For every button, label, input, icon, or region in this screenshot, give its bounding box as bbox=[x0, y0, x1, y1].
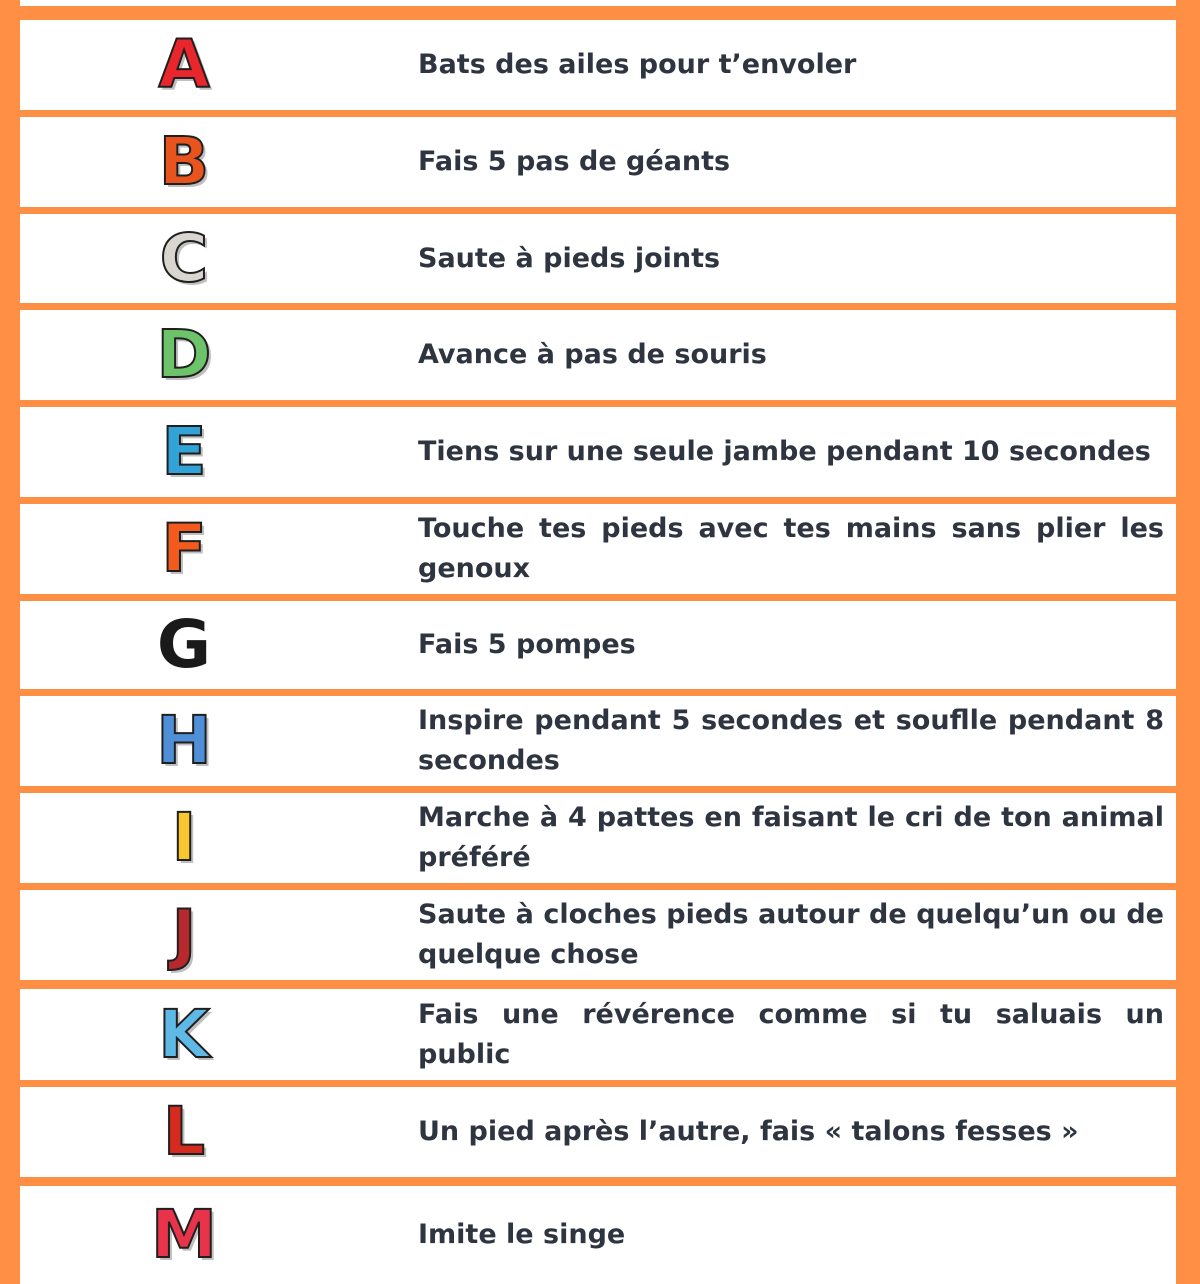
alphabet-row-m bbox=[20, 1186, 1176, 1284]
task-text-e: Tiens sur une seule jambe pendant 10 secondes bbox=[418, 436, 1151, 467]
task-text-k: Fais une révérence comme si tu saluais un public bbox=[418, 998, 1164, 1070]
decorative-letter-e: E bbox=[161, 413, 207, 490]
task-text-m: Imite le singe bbox=[418, 1219, 626, 1250]
alphabet-row-f bbox=[20, 504, 1176, 594]
decorative-letter-j: J bbox=[171, 896, 197, 973]
task-text-a: Bats des ailes pour t’envoler bbox=[418, 49, 857, 80]
alphabet-row-a bbox=[20, 20, 1176, 110]
decorative-letter-b: B bbox=[158, 123, 210, 200]
alphabet-row-e bbox=[20, 407, 1176, 497]
task-text-h: Inspire pendant 5 secondes et souflle pendant 8 secondes bbox=[418, 705, 1164, 776]
task-text-d: Avance à pas de souris bbox=[418, 339, 767, 370]
decorative-letter-g: G bbox=[156, 606, 212, 683]
task-text-l: Un pied après l’autre, fais « talons fesses » bbox=[418, 1116, 1079, 1147]
decorative-letter-k: K bbox=[158, 995, 210, 1073]
decorative-letter-d: D bbox=[156, 316, 212, 393]
top-row-edge bbox=[20, 0, 1176, 6]
alphabet-row-d bbox=[20, 310, 1176, 400]
alphabet-row-c bbox=[20, 214, 1176, 303]
alphabet-row-b bbox=[20, 117, 1176, 207]
task-text-g: Fais 5 pompes bbox=[418, 629, 636, 660]
alphabet-row-j bbox=[20, 890, 1176, 980]
decorative-letter-a: A bbox=[158, 26, 210, 103]
alphabet-row-l bbox=[20, 1087, 1176, 1177]
task-text-i: Marche à 4 pattes en faisant le cri de ton animal préféré bbox=[418, 802, 1164, 873]
task-text-b: Fais 5 pas de géants bbox=[418, 146, 731, 177]
task-text-f: Touche tes pieds avec tes mains sans plier les genoux bbox=[418, 513, 1164, 584]
alphabet-row-i bbox=[20, 793, 1176, 883]
decorative-letter-c: C bbox=[159, 219, 209, 297]
task-text-c: Saute à pieds joints bbox=[418, 242, 721, 274]
decorative-letter-f: F bbox=[161, 510, 207, 587]
alphabet-row-h bbox=[20, 696, 1176, 786]
decorative-letter-h: H bbox=[156, 702, 212, 779]
task-text-j: Saute à cloches pieds autour de quelqu’un ou de quelque chose bbox=[418, 899, 1164, 970]
decorative-letter-l: L bbox=[162, 1093, 206, 1170]
alphabet-row-k bbox=[20, 989, 1176, 1080]
decorative-letter-m: M bbox=[151, 1196, 217, 1273]
decorative-letter-i: I bbox=[171, 799, 197, 876]
alphabet-row-g bbox=[20, 601, 1176, 689]
